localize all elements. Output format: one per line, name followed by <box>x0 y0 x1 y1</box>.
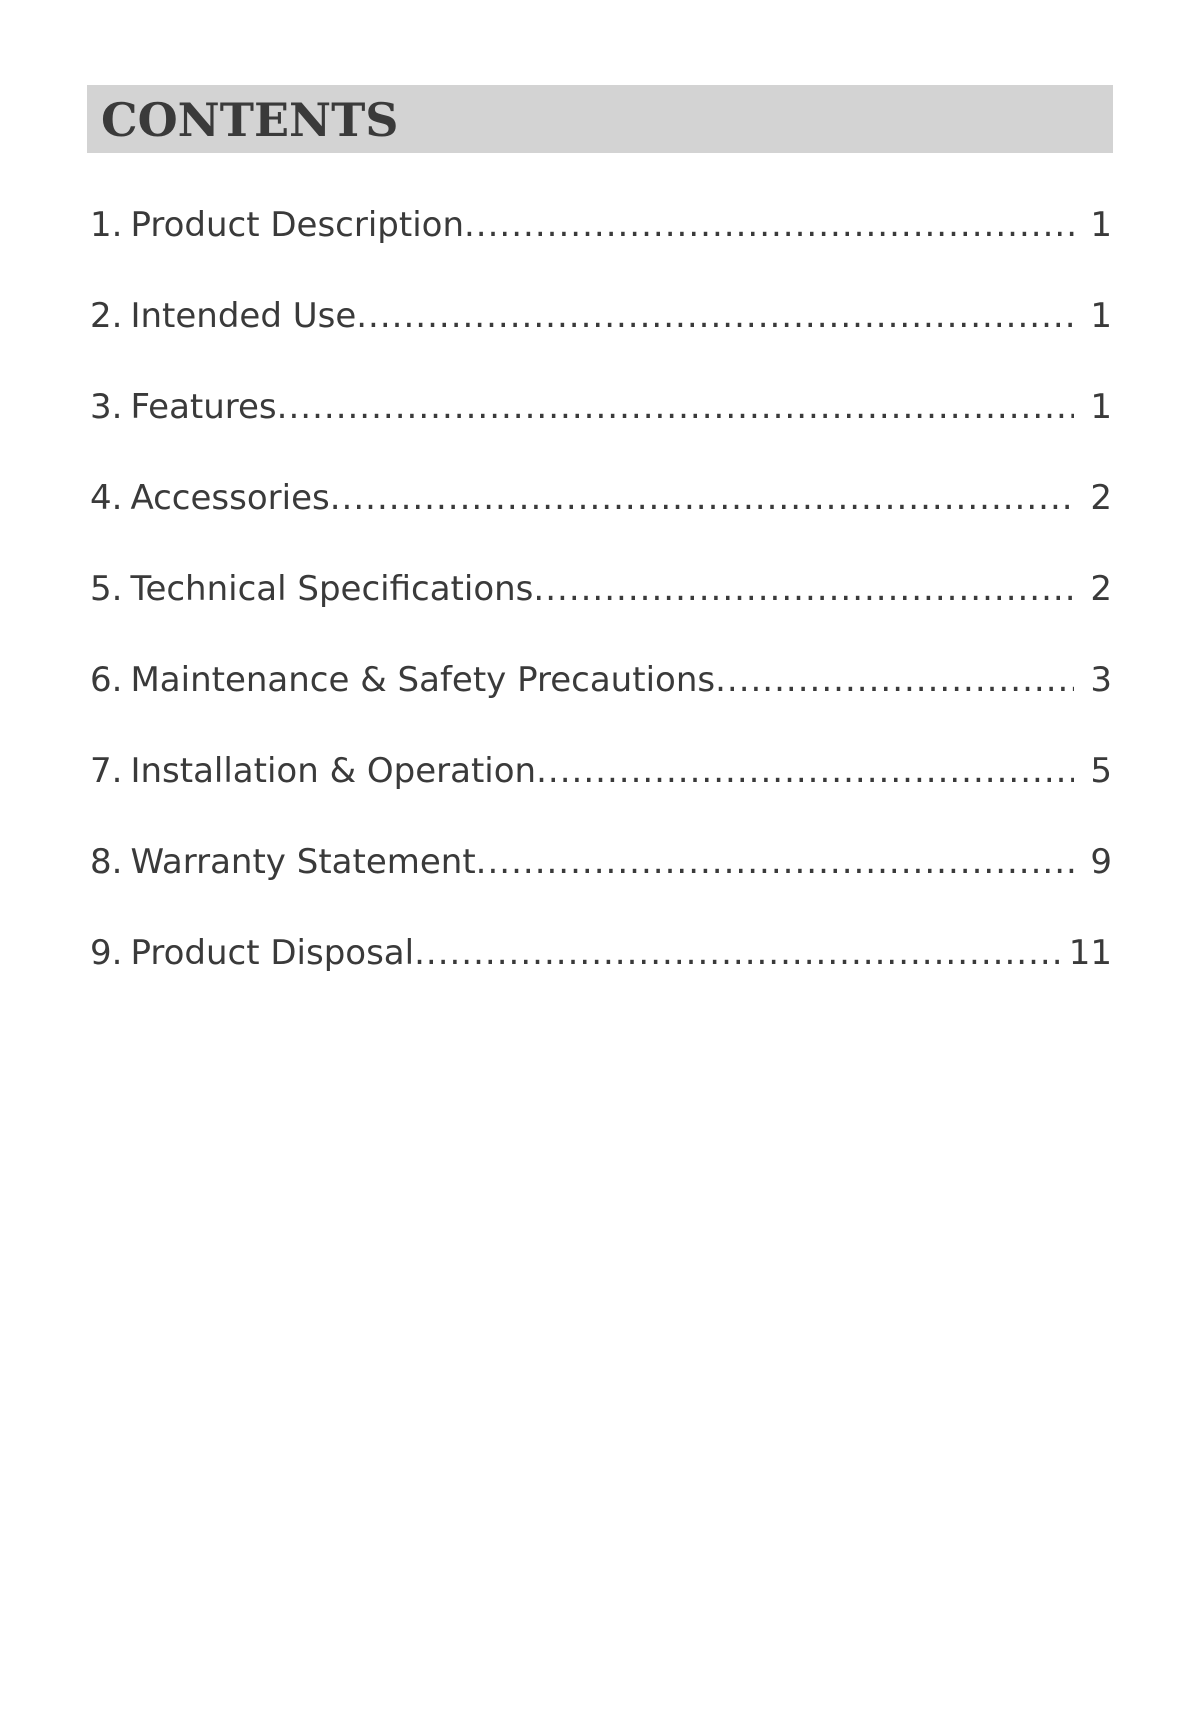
toc-dot-leader <box>715 650 1074 710</box>
toc-entry-technical-specifications <box>90 559 1112 650</box>
toc-entry-warranty-statement <box>90 832 1112 923</box>
toc-entry-page-number: 9 <box>1090 842 1112 882</box>
toc-entry-number: 7. <box>90 751 123 791</box>
toc-entry-label: Accessories <box>130 478 330 518</box>
toc-entry-page-number: 3 <box>1090 660 1112 700</box>
table-of-contents <box>90 195 1112 1014</box>
toc-dot-leader <box>277 377 1074 437</box>
toc-dot-leader <box>464 195 1074 255</box>
toc-entry-page-number: 2 <box>1090 569 1112 609</box>
toc-dot-leader <box>356 286 1074 346</box>
toc-entry-product-description <box>90 195 1112 286</box>
toc-entry-number: 4. <box>90 478 123 518</box>
toc-entry-number: 1. <box>90 205 123 245</box>
toc-dot-leader <box>536 741 1074 801</box>
toc-entry-installation-operation <box>90 741 1112 832</box>
toc-entry-number: 6. <box>90 660 123 700</box>
toc-entry-page-number: 1 <box>1090 205 1112 245</box>
toc-dot-leader <box>414 923 1059 983</box>
contents-header-bar <box>87 85 1113 153</box>
toc-entry-page-number: 5 <box>1090 751 1112 791</box>
toc-entry-maintenance-safety <box>90 650 1112 741</box>
toc-entry-number: 8. <box>90 842 123 882</box>
toc-entry-number: 2. <box>90 296 123 336</box>
toc-entry-label: Features <box>130 387 277 427</box>
toc-entry-page-number: 1 <box>1090 296 1112 336</box>
toc-entry-page-number: 1 <box>1090 387 1112 427</box>
toc-entry-features <box>90 377 1112 468</box>
toc-entry-label: Technical Specifications <box>130 569 534 609</box>
toc-entry-label: Warranty Statement <box>130 842 476 882</box>
toc-entry-accessories <box>90 468 1112 559</box>
toc-entry-label: Installation & Operation <box>130 751 537 791</box>
toc-dot-leader <box>533 559 1074 619</box>
toc-entry-label: Intended Use <box>130 296 357 336</box>
toc-entry-page-number: 2 <box>1090 478 1112 518</box>
toc-entry-label: Product Disposal <box>130 933 415 973</box>
toc-entry-intended-use <box>90 286 1112 377</box>
toc-dot-leader <box>476 832 1074 892</box>
toc-entry-page-number: 11 <box>1068 933 1112 973</box>
toc-entry-number: 9. <box>90 933 123 973</box>
toc-entry-label: Maintenance & Safety Precautions <box>130 660 716 700</box>
toc-entry-number: 3. <box>90 387 123 427</box>
toc-entry-label: Product Description <box>130 205 464 245</box>
toc-entry-product-disposal <box>90 923 1112 1014</box>
page-title: CONTENTS <box>101 93 399 147</box>
toc-dot-leader <box>330 468 1074 528</box>
toc-entry-number: 5. <box>90 569 123 609</box>
